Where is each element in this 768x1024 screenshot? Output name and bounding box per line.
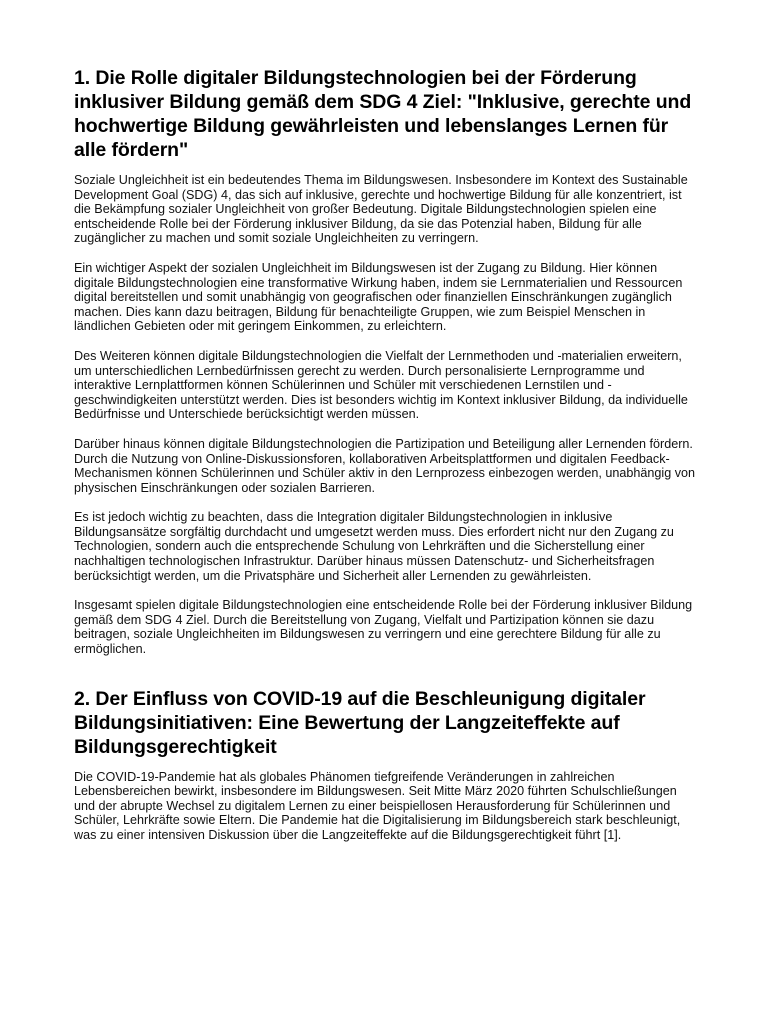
paragraph: Insgesamt spielen digitale Bildungstechnologien eine entscheidende Rolle bei der Förderung inklusiver Bildung gemäß dem SDG 4 Ziel. Durch die Bereitstellung von Zugang, Vielfalt und Partizipation können sie dazu beitragen, soziale Ungleichheiten im Bildungswesen zu verringern und eine gerechtere Bildung für alle zu ermöglichen. <box>74 598 693 657</box>
section-heading: 2. Der Einfluss von COVID-19 auf die Beschleunigung digitaler Bildungsinitiativen: Eine Bewertung der Langzeiteffekte auf Bildungsgerechtigkeit <box>74 687 646 758</box>
paragraph: Soziale Ungleichheit ist ein bedeutendes Thema im Bildungswesen. Insbesondere im Kontext des Sustainable Development Goal (SDG) 4, das sich auf inklusive, gerechte und hochwertige Bildung für alle konzentriert, ist die Bekämpfung sozialer Ungleichheit von großer Bedeutung. Digitale Bildungstechnologien spielen eine entscheidende Rolle bei der Förderung inklusiver Bildung, da sie das Potenzial haben, Bildung für alle zugänglicher zu machen und somit soziale Ungleichheiten zu verringern. <box>74 173 688 246</box>
paragraph: Ein wichtiger Aspekt der sozialen Ungleichheit im Bildungswesen ist der Zugang zu Bildung. Hier können digitale Bildungstechnologien eine transformative Wirkung haben, indem sie Lernmaterialien und Ressourcen digital bereitstellen und somit unabhängig von geografischen oder finanziellen Einschränkungen zugänglich machen. Dies kann dazu beitragen, Bildung für benachteiligte Gruppen, wie zum Beispiel Menschen in ländlichen Gebieten oder mit geringem Einkommen, zu erleichtern. <box>74 260 683 334</box>
section-1 <box>74 66 698 657</box>
document-page <box>74 66 698 858</box>
paragraph: Des Weiteren können digitale Bildungstechnologien die Vielfalt der Lernmethoden und -materialien erweitern, um unterschiedlichen Lernbedürfnissen gerecht zu werden. Durch personalisierte Lernprogramme und interaktive Lernplattformen können Schülerinnen und Schüler mit verschiedenen Lernstilen und -geschwindigkeiten unterstützt werden. Dies ist besonders wichtig im Kontext inklusiver Bildung, da individuelle Bedürfnisse und Unterschiede berücksichtigt werden müssen. <box>74 348 688 422</box>
paragraph: Die COVID-19-Pandemie hat als globales Phänomen tiefgreifende Veränderungen in zahlreichen Lebensbereichen bewirkt, insbesondere im Bildungswesen. Seit Mitte März 2020 führten Schulschließungen und der abrupte Wechsel zu digitalem Lernen zu einer beispiellosen Herausforderung für Schülerinnen und Schüler, Lehrkräfte sowie Eltern. Die Pandemie hat die Digitalisierung im Bildungsbereich stark beschleunigt, was zu einer intensiven Diskussion über die Langzeiteffekte auf die Bildungsgerechtigkeit führt [1]. <box>74 769 681 842</box>
section-heading: 1. Die Rolle digitaler Bildungstechnologien bei der Förderung inklusiver Bildung gemäß dem SDG 4 Ziel: "Inklusive, gerechte und hochwertige Bildung gewährleisten und lebenslanges Lernen für alle fördern" <box>74 67 692 161</box>
paragraph: Es ist jedoch wichtig zu beachten, dass die Integration digitaler Bildungstechnologien in inklusive Bildungsansätze sorgfältig durchdacht und umgesetzt werden muss. Dies erfordert nicht nur den Zugang zu Technologien, sondern auch die entsprechende Schulung von Lehrkräften und die Sicherstellung einer nachhaltigen technologischen Infrastruktur. Darüber hinaus müssen Datenschutz- und Sicherheitsfragen berücksichtigt werden, um die Privatsphäre und Sicherheit aller Lernenden zu gewährleisten. <box>74 510 674 583</box>
section-2 <box>74 687 698 843</box>
paragraph: Darüber hinaus können digitale Bildungstechnologien die Partizipation und Beteiligung aller Lernenden fördern. Durch die Nutzung von Online-Diskussionsforen, kollaborativen Arbeitsplattformen und digitalen Feedback-Mechanismen können Schülerinnen und Schüler aktiv in den Lernprozess einbezogen werden, unabhängig von physischen Einschränkungen oder sozialen Barrieren. <box>74 436 696 495</box>
